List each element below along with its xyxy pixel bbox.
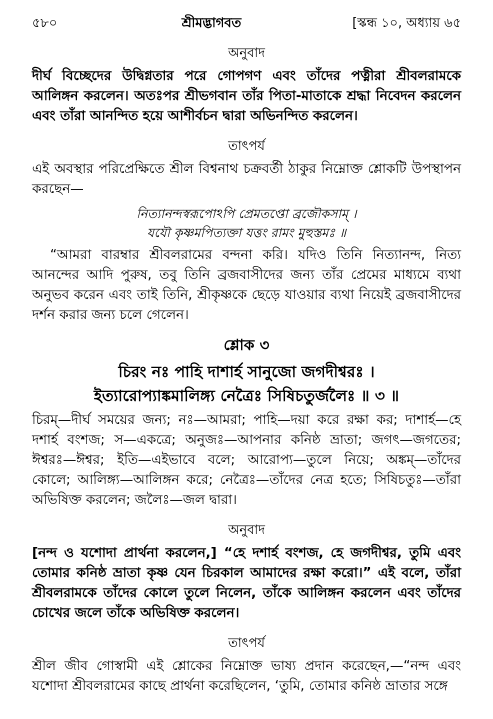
translation-text: দীর্ঘ বিচ্ছেদের উদ্বিগ্নতার পরে গোপগণ এবং তাঁদের পত্নীরা শ্রীবলরামকে আলিঙ্গন করলেন। অতঃপর শ্রীভগবান তাঁর পিতা-মাতাকে শ্রদ্ধা নিবেদন করলেন এবং তাঁরা আনন্দিত হয়ে আশীর্বচন দ্বারা অভিনন্দিত করলেন।	[32, 69, 461, 124]
purport-text: এই অবস্থার পরিপ্রেক্ষিতে শ্রীল বিশ্বনাথ চক্রবর্তী ঠাকুর নিম্নোক্ত শ্লোকটি উপস্থাপন করছেন—	[32, 162, 461, 197]
quoted-verse	[32, 204, 461, 242]
quoted-verse-line-2: যযৌ কৃষ্ণমপিত্যক্তা যত্তং রামং মুহুস্তমঃ ॥	[146, 225, 347, 240]
purport-heading: তাৎপর্য	[228, 139, 265, 154]
word-synonyms: চিরম্—দীর্ঘ সময়ের জন্য; নঃ—আমরা; পাহি—দয়া করে রক্ষা কর; দাশার্হ—হে দশার্হ বংশজ; স—একত্রে; অনুজঃ—আপনার কনিষ্ঠ ভ্রাতা; জগৎ—জগতের; ঈশ্বরঃ—ঈশ্বর; ইতি—এইভাবে বলে; আরোপ্য—তুলে নিয়ে; অঙ্কম্—তাঁদের কোলে; আলিঙ্গ্য—আলিঙ্গন করে; নেত্রৈঃ—তাঁদের নেত্র হতে; সিষিচতুঃ—তাঁরা অভিষিক্ত করলেন; জলৈঃ—জল দ্বারা।	[32, 413, 461, 508]
quoted-verse-line-1: নিত্যানন্দস্বরূপোঽপি প্রেমতপ্তো ব্রজৌকসাম্ ।	[136, 206, 357, 221]
verse-line-2: ইত্যারোপ্যাঙ্কমালিঙ্গ্য নেত্রৈঃ সিষিচতুর্জলৈঃ ॥ ৩ ॥	[93, 387, 400, 405]
page-header	[32, 14, 461, 34]
verse-purport-heading: তাৎপর্য	[228, 636, 265, 651]
verse-purport-text: শ্রীল জীব গোস্বামী এই শ্লোকের নিম্নোক্ত ভাষ্য প্রদান করেছেন,—“নন্দ এবং যশোদা শ্রীবলরামের কাছে প্রার্থনা করেছিলেন, ‘তুমি, তোমার কনিষ্ঠ ভ্রাতার সঙ্গে	[32, 659, 461, 694]
page-number: ৫৮০	[32, 16, 58, 31]
verse-translation-text: [নন্দ ও যশোদা প্রার্থনা করলেন,] “হে দশার্হ বংশজ, হে জগদীশ্বর, তুমি এবং তোমার কনিষ্ঠ ভ্রাতা কৃষ্ণ যেন চিরকাল আমাদের রক্ষা করো।” এই বলে, তাঁরা শ্রীবলরামকে তাঁদের কোলে তুলে নিলেন, তাঁকে আলিঙ্গন করলেন এবং তাঁদের চোখের জলে তাঁকে অভিষিক্ত করলেন।	[32, 546, 461, 621]
verse-line-1: চিরং নঃ পাহি দাশার্হ সানুজো জগদীশ্বরঃ ।	[118, 363, 375, 381]
verse-translation-heading: অনুবাদ	[228, 523, 265, 538]
translation-heading: অনুবাদ	[228, 46, 265, 61]
book-title: শ্রীমদ্ভাগবত	[181, 16, 242, 31]
verse-heading: শ্লোক ৩	[223, 336, 270, 354]
quote-translation: “আমরা বারম্বার শ্রীবলরামের বন্দনা করি। যদিও তিনি নিত্যানন্দ, নিত্য আনন্দের আদি পুরুষ, তবু তিনি ব্রজবাসীদের জন্য তাঁর প্রেমের মাধ্যমে ব্যথা অনুভব করেন এবং তাই তিনি, শ্রীকৃষ্ণকে ছেড়ে যাওয়ার ব্যথা নিয়েই ব্রজবাসীদের দর্শন করার জন্য চলে গেলেন।	[32, 248, 461, 323]
chapter-reference: [স্কন্ধ ১০, অধ্যায় ৬৫	[352, 16, 461, 31]
